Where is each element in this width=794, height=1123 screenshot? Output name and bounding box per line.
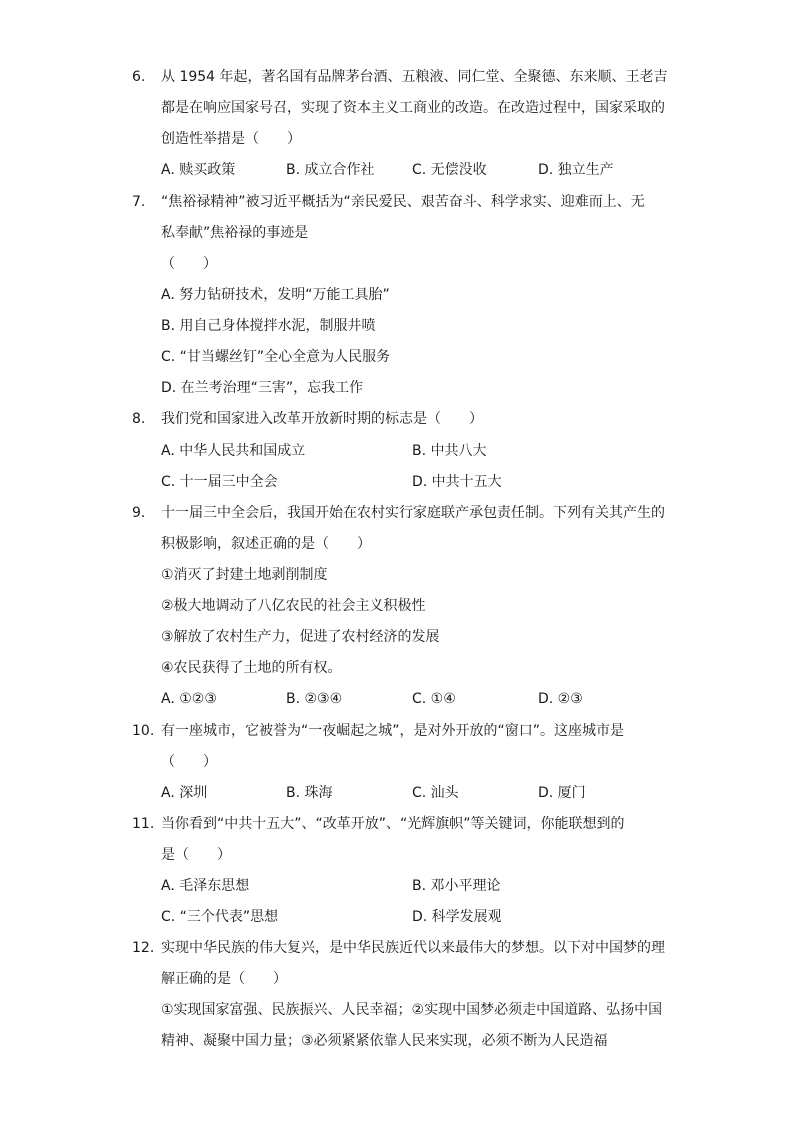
question-text-line: 解正确的是（ ） [161, 971, 287, 987]
question-text-line: （ ） [161, 256, 217, 272]
option-c: C. “三个代表”思想 [161, 909, 279, 925]
question-text-line: 从 1954 年起，著名国有品牌茅台酒、五粮液、同仁堂、全聚德、东来顺、王老吉 [161, 69, 668, 85]
option-a: A. ①②③ [161, 691, 217, 707]
question-text-line: ②极大地调动了八亿农民的社会主义积极性 [161, 598, 426, 614]
option-d: D. 在兰考治理“三害”，忘我工作 [161, 380, 364, 396]
option-a: A. 努力钻研技术，发明“万能工具胎” [161, 287, 390, 303]
question-text-line: ④农民获得了土地的所有权。 [161, 660, 342, 676]
option-d: D. 科学发展观 [412, 909, 502, 925]
option-d: D. ②③ [538, 691, 583, 707]
option-b: B. 中共八大 [412, 443, 487, 459]
question-number: 10. [132, 723, 155, 739]
option-a: A. 赎买政策 [161, 162, 236, 178]
option-c: C. 无偿没收 [412, 162, 487, 178]
option-d: D. 独立生产 [538, 162, 614, 178]
option-a: A. 毛泽东思想 [161, 878, 250, 894]
question-number: 8. [132, 411, 146, 427]
option-c: C. ①④ [412, 691, 456, 707]
question-text-line: 我们党和国家进入改革开放新时期的标志是（ ） [161, 411, 483, 427]
option-d: D. 中共十五大 [412, 474, 502, 490]
question-number: 12. [132, 940, 155, 956]
question-text-line: “焦裕禄精神”被习近平概括为“亲民爱民、艰苦奋斗、科学求实、迎难而上、无 [161, 194, 645, 210]
question-text-line: （ ） [161, 754, 217, 770]
question-text-line: ①实现国家富强、民族振兴、人民幸福；②实现中国梦必须走中国道路、弘扬中国 [161, 1002, 663, 1018]
option-d: D. 厦门 [538, 785, 586, 801]
question-text-line: 都是在响应国家号召，实现了资本主义工商业的改造。在改造过程中，国家采取的 [161, 100, 665, 116]
question-text-line: 是（ ） [161, 847, 231, 863]
question-text-line: 有一座城市，它被誉为“一夜崛起之城”，是对外开放的“窗口”。这座城市是 [161, 723, 625, 739]
question-number: 9. [132, 505, 146, 521]
option-c: C. “甘当螺丝钉”全心全意为人民服务 [161, 349, 391, 365]
option-c: C. 汕头 [412, 785, 459, 801]
question-number: 7. [132, 194, 146, 210]
question-text-line: ③解放了农村生产力，促进了农村经济的发展 [161, 629, 440, 645]
option-b: B. ②③④ [286, 691, 343, 707]
option-b: B. 用自己身体搅拌水泥，制服井喷 [161, 318, 376, 334]
option-c: C. 十一届三中全会 [161, 474, 278, 490]
question-text-line: 实现中华民族的伟大复兴，是中华民族近代以来最伟大的梦想。以下对中国梦的理 [161, 940, 665, 956]
option-b: B. 邓小平理论 [412, 878, 501, 894]
question-text-line: 精神、凝聚中国力量；③必须紧紧依靠人民来实现，必须不断为人民造福 [161, 1033, 608, 1049]
question-number: 11. [132, 816, 155, 832]
question-number: 6. [132, 69, 146, 85]
option-b: B. 成立合作社 [286, 162, 375, 178]
question-text-line: ①消灭了封建土地剥削制度 [161, 567, 328, 583]
question-text-line: 创造性举措是（ ） [161, 131, 301, 147]
option-b: B. 珠海 [286, 785, 333, 801]
option-a: A. 中华人民共和国成立 [161, 443, 306, 459]
question-text-line: 当你看到“中共十五大”、“改革开放”、“光辉旗帜”等关键词，你能联想到的 [161, 816, 625, 832]
question-text-line: 私奉献”焦裕禄的事迹是 [161, 225, 309, 241]
question-text-line: 十一届三中全会后，我国开始在农村实行家庭联产承包责任制。下列有关其产生的 [161, 505, 665, 521]
option-a: A. 深圳 [161, 785, 208, 801]
question-text-line: 积极影响，叙述正确的是（ ） [161, 536, 371, 552]
